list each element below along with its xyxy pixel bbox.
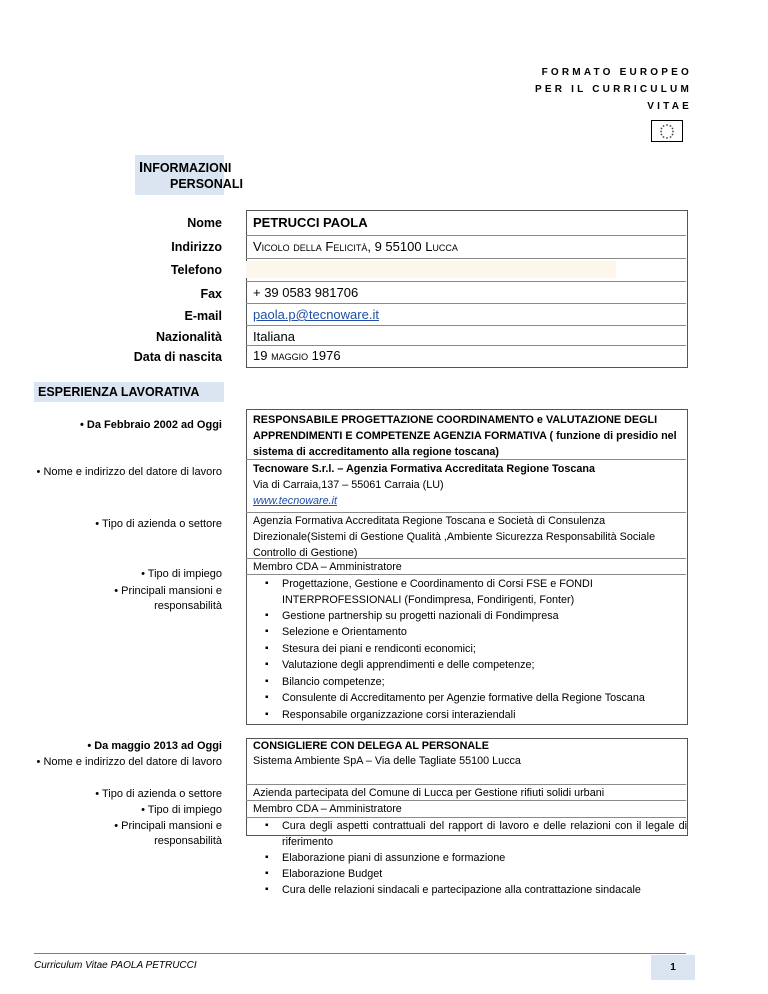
label-nazionalita: Nazionalità bbox=[156, 330, 222, 344]
job1-employer-label: • Nome e indirizzo del datore di lavoro bbox=[36, 466, 222, 478]
value-data-nascita: 19 maggio 1976 bbox=[253, 348, 341, 363]
job1-duty-item: ▪ Selezione e Orientamento bbox=[282, 624, 687, 640]
label-fax: Fax bbox=[200, 287, 222, 301]
job1-duties-label: • Principali mansioni e responsabilità bbox=[114, 585, 222, 612]
email-link[interactable]: paola.p@tecnoware.it bbox=[253, 307, 379, 322]
job2-role: CONSIGLIERE CON DELEGA AL PERSONALE bbox=[253, 740, 489, 752]
job1-role: RESPONSABILE PROGETTAZIONE COORDINAMENTO e VALUTAZIONE DEGLI APPRENDIMENTI E COMPETENZE AGENZIA FORMATIVA ( funzione di presidio nel sistema di accreditamento alla regione toscana) bbox=[253, 414, 677, 458]
job2-employer: Sistema Ambiente SpA – Via delle Tagliate 55100 Lucca bbox=[253, 755, 521, 767]
section-header-personal bbox=[135, 155, 243, 195]
section-header-experience bbox=[34, 382, 224, 402]
job2-sector-label: • Tipo di azienda o settore bbox=[95, 788, 222, 800]
label-telefono: Telefono bbox=[170, 263, 222, 277]
cv-format-title-line3: VITAE bbox=[647, 101, 692, 112]
job1-duty-item: ▪ Bilancio competenze; bbox=[282, 674, 687, 690]
divider bbox=[246, 258, 686, 259]
section-title-rest: NFORMAZIONI bbox=[143, 161, 232, 175]
job2-duty-item: ▪ Elaborazione piani di assunzione e formazione bbox=[282, 850, 687, 866]
cv-format-title-line2: PER IL CURRICULUM bbox=[535, 84, 692, 95]
footer-divider bbox=[34, 953, 686, 954]
value-fax: + 39 0583 981706 bbox=[253, 285, 359, 300]
job1-type-label: • Tipo di impiego bbox=[141, 568, 222, 580]
section-title-initial: I bbox=[139, 159, 144, 176]
job1-duty-item: ▪ Progettazione, Gestione e Coordinamento di Corsi FSE e FONDI INTERPROFESSIONALI (Fondimpresa, Fondirigenti, Fonter) bbox=[282, 576, 687, 608]
job1-type: Membro CDA – Amministratore bbox=[253, 561, 402, 573]
label-nome: Nome bbox=[187, 216, 222, 230]
job1-duty-item: ▪ Gestione partnership su progetti nazionali di Fondimpresa bbox=[282, 608, 687, 624]
section-title-experience: ESPERIENZA LAVORATIVA bbox=[38, 385, 200, 399]
job2-duty-item: ▪ Elaborazione Budget bbox=[282, 866, 687, 882]
eu-flag-icon bbox=[651, 120, 683, 142]
job2-duty-item: ▪ Cura degli aspetti contrattuali del rapport di lavoro e delle relazioni con il legale di riferimento bbox=[282, 818, 687, 850]
page-number: 1 bbox=[651, 955, 695, 980]
job1-duty-item: ▪ Valutazione degli apprendimenti e delle competenze; bbox=[282, 657, 687, 673]
cv-format-title-line1: FORMATO EUROPEO bbox=[541, 67, 692, 78]
job1-duty-item: ▪ Consulente di Accreditamento per Agenzie formative della Regione Toscana bbox=[282, 690, 687, 706]
footer-text: Curriculum Vitae PAOLA PETRUCCI bbox=[34, 960, 197, 971]
job1-period: • Da Febbraio 2002 ad Oggi bbox=[79, 419, 222, 431]
job1-sector-label: • Tipo di azienda o settore bbox=[95, 518, 222, 530]
job2-type: Membro CDA – Amministratore bbox=[253, 803, 402, 815]
job1-employer-name: Tecnoware S.r.l. – Agenzia Formativa Accreditata Regione Toscana bbox=[253, 463, 596, 475]
divider bbox=[246, 325, 686, 326]
job2-period: • Da maggio 2013 ad Oggi bbox=[87, 740, 222, 752]
value-nazionalita: Italiana bbox=[253, 329, 295, 344]
job1-website-link[interactable]: www.tecnoware.it bbox=[253, 495, 338, 507]
label-data-nascita: Data di nascita bbox=[133, 350, 222, 364]
job1-employer-address: Via di Carraia,137 – 55061 Carraia (LU) bbox=[253, 479, 444, 491]
job2-duties-label: • Principali mansioni e responsabilità bbox=[114, 820, 222, 847]
job1-sector: Agenzia Formativa Accreditata Regione Toscana e Società di Consulenza Direzionale(Sistemi di Gestione Qualità ,Ambiente Sicurezza Responsabilità Sociale Controllo di Gestione) bbox=[253, 515, 656, 559]
job2-sector: Azienda partecipata del Comune di Lucca per Gestione rifiuti solidi urbani bbox=[253, 787, 605, 799]
value-indirizzo: Vicolo della Felicità, 9 55100 Lucca bbox=[253, 239, 458, 254]
job2-employer-label: • Nome e indirizzo del datore di lavoro bbox=[36, 756, 222, 768]
job2-duty-item: ▪ Cura delle relazioni sindacali e partecipazione alla contrattazione sindacale bbox=[282, 882, 687, 898]
divider bbox=[246, 235, 686, 236]
telefono-value-highlight bbox=[246, 261, 616, 278]
job1-duty-item: ▪ Stesura dei piani e rendiconti economici; bbox=[282, 641, 687, 657]
section-title-line2: PERSONALI bbox=[170, 177, 243, 191]
divider bbox=[246, 303, 686, 304]
job1-duty-item: ▪ Responsabile organizzazione corsi interaziendali bbox=[282, 707, 687, 723]
divider bbox=[246, 281, 686, 282]
value-nome: PETRUCCI PAOLA bbox=[253, 215, 368, 230]
divider bbox=[246, 345, 686, 346]
job2-type-label: • Tipo di impiego bbox=[141, 804, 222, 816]
label-email: E-mail bbox=[184, 309, 222, 323]
label-indirizzo: Indirizzo bbox=[171, 240, 222, 254]
